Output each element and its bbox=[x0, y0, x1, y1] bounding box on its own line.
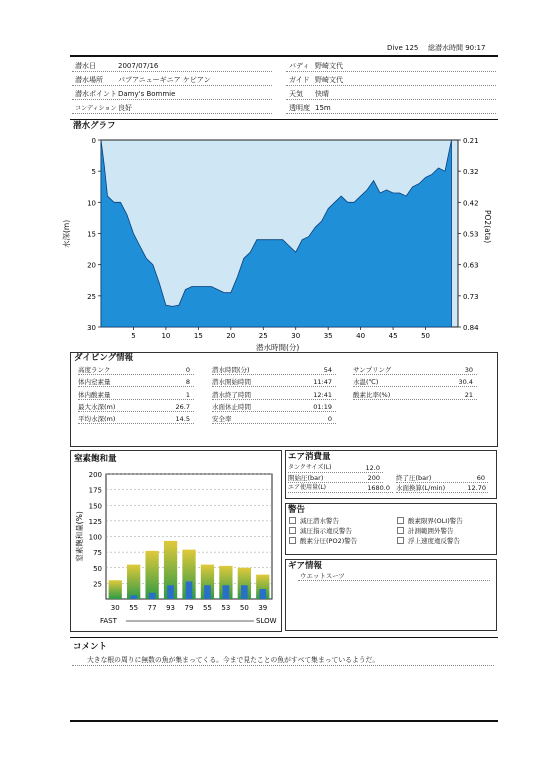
warning-item bbox=[289, 527, 352, 535]
n2-y-tick-label: 100 bbox=[88, 533, 102, 542]
diving-label: 潜水時間(分) bbox=[212, 366, 250, 374]
diving-label: 体内窒素量 bbox=[78, 378, 111, 387]
visibility-line bbox=[286, 113, 496, 114]
warning-label: 減圧指示違反警告 bbox=[300, 527, 352, 535]
used-line bbox=[288, 492, 393, 493]
guide-label: ガイド bbox=[289, 76, 310, 84]
diving-row-line bbox=[353, 374, 477, 375]
point-value: Damy's Bommie bbox=[118, 90, 176, 98]
n2-inner-bar bbox=[167, 585, 174, 599]
n2-x-label: 30 bbox=[110, 604, 120, 612]
x-tick-label: 10 bbox=[161, 332, 171, 340]
diving-value: 8 bbox=[185, 378, 190, 387]
warning-label: 浮上速度違反警告 bbox=[408, 537, 460, 545]
buddy-label: バディ bbox=[289, 62, 310, 70]
y2-tick-label: 0.53 bbox=[463, 230, 479, 239]
y-tick-label: 20 bbox=[87, 261, 96, 270]
date-value: 2007/07/16 bbox=[118, 62, 159, 70]
diving-label: 水面休止時間 bbox=[212, 402, 251, 411]
warning-item bbox=[397, 527, 454, 535]
diving-label: 高度ランク bbox=[78, 366, 111, 374]
diving-value: 0 bbox=[327, 415, 332, 424]
condition-line bbox=[72, 113, 272, 114]
n2-x-label: 93 bbox=[166, 604, 176, 612]
surface-rate-label: 水面換算(L/min) bbox=[396, 484, 446, 492]
n2-x-label: 55 bbox=[129, 604, 139, 612]
diving-value: 11:47 bbox=[313, 378, 332, 387]
diving-value: 0 bbox=[185, 366, 190, 374]
y-tick-label: 5 bbox=[91, 168, 96, 177]
warning-item bbox=[289, 537, 357, 545]
end-pressure-value: 60 bbox=[476, 474, 485, 482]
n2-y-tick-label: 25 bbox=[93, 580, 102, 589]
gear-title: ギア情報 bbox=[288, 561, 323, 571]
condition-label: コンディション bbox=[75, 105, 117, 112]
buddy-value: 野崎文代 bbox=[315, 62, 343, 70]
x-tick-label: 40 bbox=[356, 332, 366, 340]
warning-label: 減圧潜水警告 bbox=[300, 517, 339, 525]
buddy-line bbox=[286, 71, 496, 72]
visibility-label: 透明度 bbox=[289, 104, 310, 112]
warnings-title: 警告 bbox=[288, 505, 306, 515]
n2-x-label: 39 bbox=[258, 604, 268, 612]
x-tick-label: 50 bbox=[421, 332, 431, 340]
diving-row-line bbox=[353, 399, 477, 400]
n2-y-tick-label: 75 bbox=[93, 549, 102, 558]
diving-row-line bbox=[78, 411, 194, 412]
diving-label: 平均水深(m) bbox=[78, 415, 116, 424]
end-pressure-label: 終了圧(bar) bbox=[396, 474, 432, 482]
diving-row-line bbox=[78, 423, 194, 424]
place-label: 潜水場所 bbox=[75, 76, 103, 84]
n2-bar bbox=[109, 580, 122, 599]
x-tick-label: 25 bbox=[258, 332, 268, 340]
y2-tick-label: 0.73 bbox=[463, 292, 479, 301]
date-label: 潜水日 bbox=[75, 62, 96, 70]
y-tick-label: 15 bbox=[87, 230, 96, 239]
diving-row-line bbox=[353, 386, 477, 387]
x-tick-label: 30 bbox=[291, 332, 301, 340]
diving-label: 体内酸素量 bbox=[78, 390, 111, 399]
visibility-value: 15m bbox=[315, 104, 331, 112]
start-pressure-label: 開始圧(bar) bbox=[288, 474, 324, 482]
diving-label: 安全率 bbox=[212, 415, 232, 424]
diving-info-title: ダイビング情報 bbox=[74, 353, 134, 363]
n2-inner-bar bbox=[186, 582, 193, 600]
y2-tick-label: 0.84 bbox=[463, 324, 479, 332]
graph-top-rule bbox=[70, 119, 498, 120]
warning-checkbox bbox=[397, 537, 404, 544]
diving-row-line bbox=[78, 374, 194, 375]
x-tick-label: 45 bbox=[388, 332, 398, 340]
n2-y-tick-label: 150 bbox=[88, 502, 102, 511]
place-value: パプアニューギニア ケビアン bbox=[118, 76, 211, 84]
y-tick-label: 0 bbox=[91, 137, 96, 145]
graph-y2-label: PO2(ata) bbox=[483, 210, 492, 244]
date-line bbox=[72, 71, 272, 72]
guide-value: 野崎文代 bbox=[315, 76, 343, 84]
n2-inner-bar bbox=[241, 585, 248, 599]
y2-tick-label: 0.63 bbox=[463, 261, 479, 270]
gear-item: ウエットスーツ bbox=[300, 572, 345, 580]
n2-inner-bar bbox=[259, 589, 266, 599]
n2-y-tick-label: 200 bbox=[88, 471, 102, 479]
diving-value: 21 bbox=[464, 390, 473, 399]
warning-checkbox bbox=[289, 537, 296, 544]
n2-y-tick-label: 125 bbox=[88, 517, 102, 526]
air-used-label: エア使用量(L) bbox=[288, 484, 327, 491]
warning-checkbox bbox=[289, 517, 296, 524]
air-used-value: 1680.0 bbox=[367, 484, 390, 492]
point-label: 潜水ポイント bbox=[75, 90, 117, 98]
start-pressure-value: 200 bbox=[367, 474, 380, 482]
comment-title: コメント bbox=[73, 642, 108, 652]
air-title: エア消費量 bbox=[288, 452, 331, 462]
diving-value: 01:19 bbox=[313, 402, 332, 411]
graph-title: 潜水グラフ bbox=[73, 121, 116, 131]
warning-item bbox=[397, 537, 460, 545]
diving-label: 潜水終了時間 bbox=[212, 390, 251, 399]
weather-line bbox=[286, 99, 496, 100]
point-line bbox=[72, 99, 272, 100]
n2-inner-bar bbox=[223, 585, 230, 599]
y2-tick-label: 0.42 bbox=[463, 199, 479, 208]
warning-checkbox bbox=[289, 527, 296, 534]
diving-row-line bbox=[78, 399, 194, 400]
place-line bbox=[72, 85, 272, 86]
diving-row-line bbox=[212, 374, 336, 375]
diving-value: 12:41 bbox=[313, 390, 332, 399]
y-tick-label: 30 bbox=[87, 324, 96, 332]
x-tick-label: 15 bbox=[193, 332, 203, 340]
x-tick-label: 20 bbox=[226, 332, 236, 340]
tank-value: 12.0 bbox=[365, 464, 380, 472]
warning-label: 酸素分圧(PO2)警告 bbox=[300, 537, 358, 545]
comment-bottom-rule bbox=[70, 720, 498, 722]
warning-checkbox bbox=[397, 527, 404, 534]
n2-x-label: 77 bbox=[147, 604, 157, 612]
weather-label: 天気 bbox=[289, 90, 303, 98]
y-tick-label: 10 bbox=[87, 199, 96, 208]
n2-x-label: 55 bbox=[202, 604, 212, 612]
n2-x-label: 79 bbox=[184, 604, 194, 612]
y2-tick-label: 0.21 bbox=[463, 137, 479, 145]
diving-row-line bbox=[78, 386, 194, 387]
n2-y-tick-label: 175 bbox=[88, 486, 102, 495]
x-tick-label: 5 bbox=[131, 332, 136, 340]
diving-label: サンプリング bbox=[353, 366, 392, 374]
diving-value: 30.4 bbox=[458, 378, 473, 387]
n2-inner-bar bbox=[130, 595, 137, 599]
x-tick-label: 35 bbox=[323, 332, 333, 340]
diving-label: 酸素比率(%) bbox=[353, 390, 391, 399]
warning-label: 酸素限界(OLI)警告 bbox=[408, 517, 463, 525]
warning-item bbox=[397, 517, 463, 525]
n2-inner-bar bbox=[149, 593, 156, 599]
graph-x-label: 潜水時間(分) bbox=[256, 343, 300, 352]
diving-label: 水温(℃) bbox=[353, 378, 379, 387]
gear-line bbox=[298, 580, 490, 581]
n2-inner-bar bbox=[204, 585, 211, 599]
surface-line bbox=[396, 492, 488, 493]
diving-row-line bbox=[212, 411, 336, 412]
nitrogen-chart bbox=[72, 466, 278, 628]
y-tick-label: 25 bbox=[87, 292, 96, 301]
n2-x-label: 50 bbox=[239, 604, 249, 612]
graph-y-label: 水深(m) bbox=[62, 219, 71, 248]
total-dive-time: 総潜水時間 90:17 bbox=[428, 44, 486, 52]
n2-y-label: 窒素飽和量(%) bbox=[75, 511, 84, 562]
comment-top-rule bbox=[70, 637, 498, 638]
diving-row-line bbox=[212, 386, 336, 387]
diving-value: 54 bbox=[323, 366, 332, 374]
y2-tick-label: 0.32 bbox=[463, 168, 479, 177]
warning-checkbox bbox=[397, 517, 404, 524]
tank-line bbox=[288, 472, 383, 473]
n2-y-tick-label: 50 bbox=[93, 564, 102, 573]
slow-label: SLOW bbox=[256, 617, 277, 625]
diving-label: 潜水開始時間 bbox=[212, 378, 251, 387]
end-line bbox=[396, 482, 488, 483]
diving-value: 1 bbox=[185, 390, 190, 399]
diving-label: 最大水深(m) bbox=[78, 402, 116, 411]
diving-row-line bbox=[212, 423, 336, 424]
dive-profile-chart bbox=[70, 132, 500, 354]
dive-number: Dive 125 bbox=[387, 44, 419, 52]
nitrogen-title: 窒素飽和量 bbox=[74, 454, 117, 464]
weather-value: 快晴 bbox=[315, 90, 329, 98]
diving-value: 26.7 bbox=[175, 402, 190, 411]
fast-label: FAST bbox=[100, 617, 117, 625]
comment-line-1 bbox=[72, 665, 494, 666]
condition-value: 良好 bbox=[118, 104, 132, 112]
tank-label: タンクサイズ(L) bbox=[288, 464, 332, 471]
guide-line bbox=[286, 85, 496, 86]
diving-row-line bbox=[212, 399, 336, 400]
comment-text: 大きな根の周りに無数の魚が集まってくる。今まで見たことの魚がすべて集まっているようだ。 bbox=[87, 656, 380, 664]
header-rule bbox=[70, 55, 498, 57]
diving-value: 14.5 bbox=[175, 415, 190, 424]
n2-bar bbox=[127, 565, 140, 599]
warning-label: 計測範囲外警告 bbox=[408, 527, 454, 535]
diving-value: 30 bbox=[464, 366, 473, 374]
start-line bbox=[288, 482, 383, 483]
n2-x-label: 53 bbox=[221, 604, 231, 612]
warning-item bbox=[289, 517, 339, 525]
surface-rate-value: 12.70 bbox=[467, 484, 486, 492]
n2-bar bbox=[145, 551, 158, 599]
